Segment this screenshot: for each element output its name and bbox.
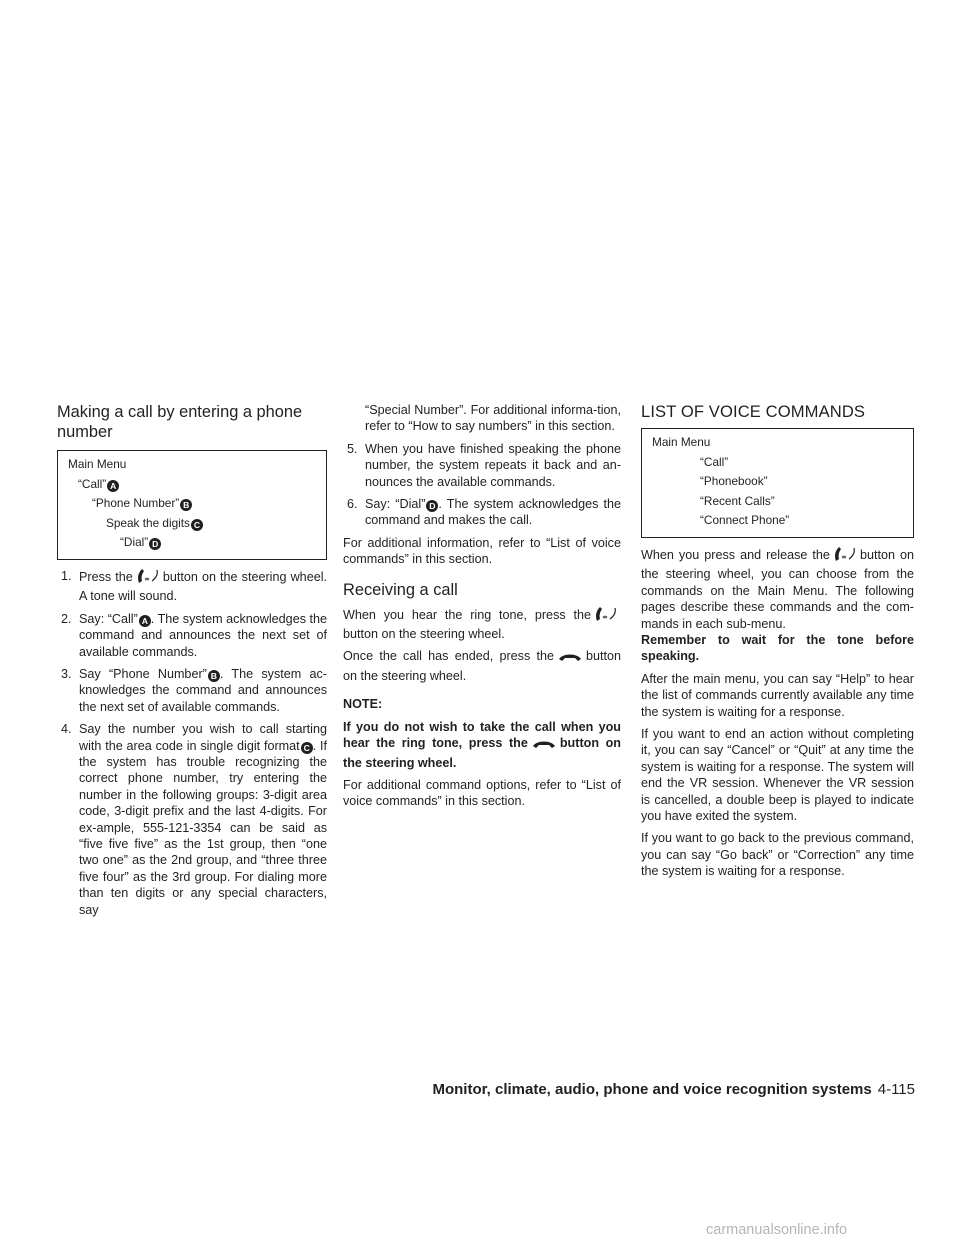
column-1 (57, 402, 327, 924)
paragraph-ring-tone: When you hear the ring tone, press thebutton on the steering wheel. (343, 606, 621, 643)
step-1: 1. Press the button on the steering wheel. A tone will sound. (61, 568, 327, 604)
paragraph-wait-for-tone: Remember to wait for the tone before speaking. (641, 633, 914, 664)
paragraph-main-menu: When you press and release the button on the steering wheel, you can choose from the commands on the Main Menu. The following pages describe these commands and the com-mands in each sub-menu. (641, 547, 914, 631)
paragraph-help: After the main menu, you can say “Help” to hear the list of commands currently available any time the system is waiting for a response. (641, 671, 914, 719)
menu-item: “Phone Number” (92, 496, 180, 511)
paragraph-call-ended: Once the call has ended, press the button on the steering wheel. (343, 649, 621, 683)
menu-item: “Dial” (120, 535, 149, 550)
callout-marker: B (208, 670, 220, 682)
step-2: 2. Say: “Call” A . The system acknowledges the command and announces the next set of available commands. (61, 611, 328, 659)
section-heading-list-of-voice-commands: LIST OF VOICE COMMANDS (641, 402, 866, 421)
phone-hang-up-icon (557, 651, 583, 667)
phone-talk-icon (594, 606, 618, 626)
column-2 (343, 402, 621, 810)
menu-title: Main Menu (652, 435, 711, 449)
menu-item: “Call” (78, 476, 107, 491)
steps-list (57, 568, 327, 918)
page-number: 4-115 (877, 1081, 915, 1098)
paragraph-reference: For additional information, refer to “List of voice commands” in this section. (343, 535, 621, 567)
note-text: If you do not wish to take the call when you hear the ring tone, press the button on the steering wheel. (343, 719, 622, 770)
note-label: NOTE: (343, 697, 383, 712)
page-footer (425, 1080, 915, 1100)
callout-marker: C (191, 519, 203, 531)
paragraph-cancel: If you want to end an action without completing it, you can say “Cancel” or “Quit” at any time the system is waiting for a response. The system will end the VR session. Whenever the VR session is cancelled, a double beep is played to indicate you have exited the system. (641, 727, 914, 824)
menu-item: “Connect Phone” (700, 513, 790, 528)
menu-flow-box (57, 450, 327, 560)
watermark: carmanualsonline.info (706, 1222, 848, 1238)
callout-marker: C (301, 742, 313, 754)
phone-hang-up-icon (531, 738, 557, 754)
callout-marker: D (426, 500, 438, 512)
paragraph-more-options: For additional command options, refer to “List of voice commands” in this section. (343, 777, 621, 809)
column-3 (641, 402, 914, 880)
paragraph-go-back: If you want to go back to the previous command, you can say “Go back” or “Correction” any time the system is waiting for a response. (641, 831, 914, 879)
section-heading-making-a-call: Making a call by entering a phone number (57, 403, 303, 441)
menu-title: Main Menu (68, 457, 127, 471)
menu-item: “Recent Calls” (700, 493, 775, 508)
step-6: 6. Say: “Dial” D . The system acknowledges the command and makes the call. (347, 497, 621, 528)
callout-marker: D (149, 538, 161, 550)
footer-section-title: Monitor, climate, audio, phone and voice recognition systems (432, 1081, 872, 1098)
step-3: 3. Say “Phone Number” B . The system ac-knowledges the command and announces the next set of available commands. (61, 667, 327, 714)
menu-item: “Phonebook” (700, 474, 768, 489)
phone-talk-icon (136, 568, 160, 588)
menu-item: “Call” (700, 454, 729, 469)
callout-marker: B (180, 499, 192, 511)
main-menu-box (641, 428, 914, 538)
steps-list-continued (343, 402, 621, 529)
callout-marker: A (139, 615, 151, 627)
section-heading-receiving-a-call: Receiving a call (343, 580, 458, 599)
step-5: 5. When you have finished speaking the phone number, the system repeats it back and an-nounces the available commands. (347, 441, 621, 489)
step-4: 4. Say the number you wish to call starting with the area code in single digit format C . If the system has trouble recognizing the correct phone number, try entering the number in the following groups: 3-digit area code, 3-digit prefix and the last 4-digits. For ex-ample, 555-121-3354 can be said as “five five five” as the 1st group, then “one two one” as the 2nd group, and “three three five four” as the 3rd group. For dialing more than ten digits or any special characters, say (61, 722, 327, 917)
menu-item: Speak the digits (106, 515, 190, 530)
step-4-continued: “Special Number”. For additional informa-tion, refer to “How to say numbers” in this section. (365, 403, 621, 434)
callout-marker: A (107, 480, 119, 492)
phone-talk-icon (833, 546, 857, 566)
